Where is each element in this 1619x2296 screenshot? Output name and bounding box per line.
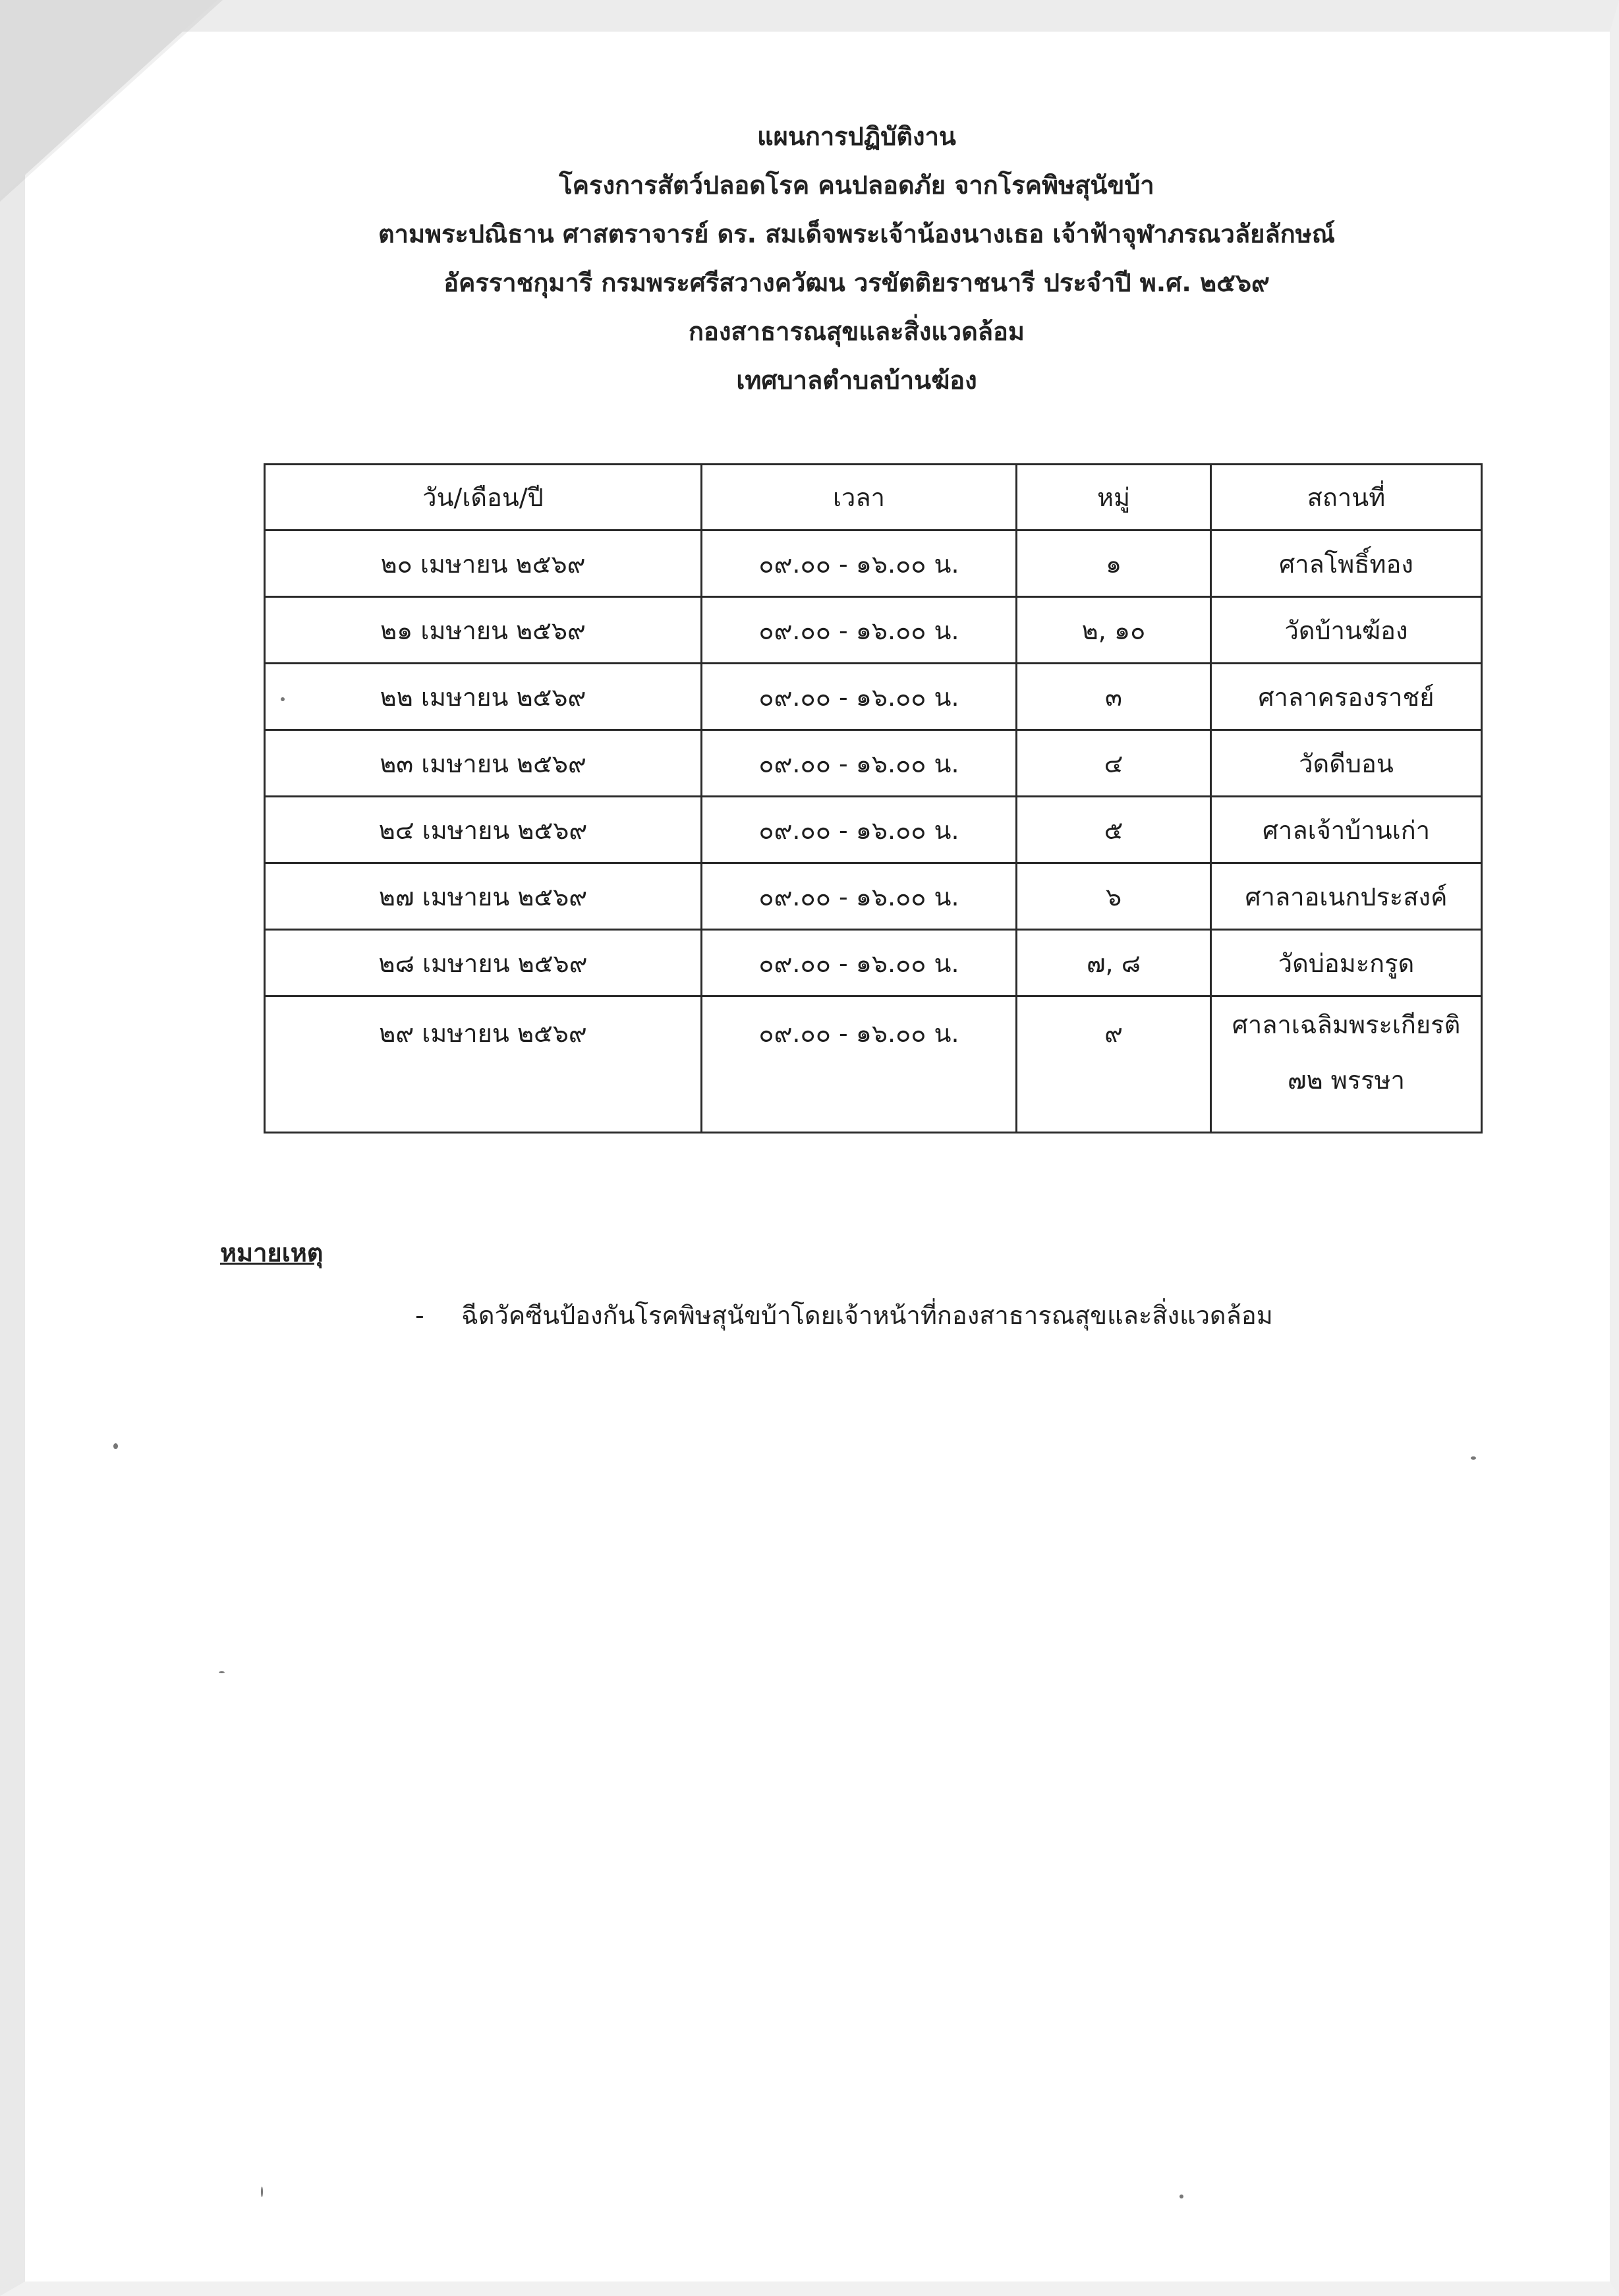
note-item <box>415 1295 1273 1335</box>
cell-village: ๗, ๘ <box>1017 930 1211 996</box>
cell-date: ๒๙ เมษายน ๒๕๖๙ <box>265 996 702 1133</box>
column-header-place: สถานที่ <box>1211 465 1482 531</box>
cell-time: ๐๙.๐๐ - ๑๖.๐๐ น. <box>702 797 1017 863</box>
cell-village: ๒, ๑๐ <box>1017 597 1211 664</box>
cell-time: ๐๙.๐๐ - ๑๖.๐๐ น. <box>702 730 1017 797</box>
header-year: อัครราชกุมารี กรมพระศรีสวางควัฒน วรขัตติยราชนารี ประจำปี พ.ศ. ๒๕๖๙ <box>443 268 1270 297</box>
cell-place: ศาลโพธิ์ทอง <box>1211 531 1482 597</box>
cell-time: ๐๙.๐๐ - ๑๖.๐๐ น. <box>702 863 1017 930</box>
header-municipality: เทศบาลตำบลบ้านฆ้อง <box>736 366 977 395</box>
schedule-table <box>264 463 1483 1134</box>
cell-time: ๐๙.๐๐ - ๑๖.๐๐ น. <box>702 664 1017 730</box>
header-project: โครงการสัตว์ปลอดโรค คนปลอดภัย จากโรคพิษสุนัขบ้า <box>559 171 1154 200</box>
cell-date: ๒๑ เมษายน ๒๕๖๙ <box>265 597 702 664</box>
scan-speck <box>281 697 285 701</box>
cell-place: ศาลาครองราชย์ <box>1211 664 1482 730</box>
cell-village: ๑ <box>1017 531 1211 597</box>
cell-village: ๕ <box>1017 797 1211 863</box>
cell-date: ๒๔ เมษายน ๒๕๖๙ <box>265 797 702 863</box>
scan-speck <box>261 2187 263 2197</box>
table-row <box>265 597 1482 664</box>
note-bullet: - <box>415 1301 424 1330</box>
table-header-row <box>265 465 1482 531</box>
cell-place: วัดดีบอน <box>1211 730 1482 797</box>
cell-place: วัดบ่อมะกรูด <box>1211 930 1482 996</box>
note-text: ฉีดวัคซีนป้องกันโรคพิษสุนัขบ้าโดยเจ้าหน้าที่กองสาธารณสุขและสิ่งแวดล้อม <box>461 1301 1273 1330</box>
scan-speck <box>1179 2195 1183 2198</box>
table-row <box>265 863 1482 930</box>
cell-place: วัดบ้านฆ้อง <box>1211 597 1482 664</box>
table-row <box>265 730 1482 797</box>
table-row <box>265 531 1482 597</box>
scan-speck <box>113 1443 118 1449</box>
cell-time: ๐๙.๐๐ - ๑๖.๐๐ น. <box>702 930 1017 996</box>
cell-date: ๒๘ เมษายน ๒๕๖๙ <box>265 930 702 996</box>
table-row <box>265 930 1482 996</box>
column-header-village: หมู่ <box>1017 465 1211 531</box>
cell-place: ศาลาอเนกประสงค์ <box>1211 863 1482 930</box>
cell-village: ๔ <box>1017 730 1211 797</box>
cell-place: ศาลาเฉลิมพระเกียรติ ๗๒ พรรษา <box>1211 996 1482 1133</box>
cell-time: ๐๙.๐๐ - ๑๖.๐๐ น. <box>702 531 1017 597</box>
cell-date: ๒๗ เมษายน ๒๕๖๙ <box>265 863 702 930</box>
header-title: แผนการปฏิบัติงาน <box>757 122 956 151</box>
cell-village: ๓ <box>1017 664 1211 730</box>
notes-heading: หมายเหตุ <box>220 1238 324 1267</box>
cell-time: ๐๙.๐๐ - ๑๖.๐๐ น. <box>702 597 1017 664</box>
scan-speck <box>1471 1456 1476 1460</box>
cell-date: ๒๐ เมษายน ๒๕๖๙ <box>265 531 702 597</box>
cell-village: ๖ <box>1017 863 1211 930</box>
header-dedication: ตามพระปณิธาน ศาสตราจารย์ ดร. สมเด็จพระเจ้าน้องนางเธอ เจ้าฟ้าจุฬาภรณวลัยลักษณ์ <box>378 219 1336 248</box>
table-row <box>265 996 1482 1133</box>
cell-date: ๒๒ เมษายน ๒๕๖๙ <box>265 664 702 730</box>
document-header <box>0 112 1619 405</box>
scan-speck <box>219 1671 225 1673</box>
cell-time: ๐๙.๐๐ - ๑๖.๐๐ น. <box>702 996 1017 1133</box>
table-row <box>265 664 1482 730</box>
cell-village: ๙ <box>1017 996 1211 1133</box>
column-header-date: วัน/เดือน/ปี <box>265 465 702 531</box>
cell-place: ศาลเจ้าบ้านเก่า <box>1211 797 1482 863</box>
cell-date: ๒๓ เมษายน ๒๕๖๙ <box>265 730 702 797</box>
header-division: กองสาธารณสุขและสิ่งแวดล้อม <box>689 317 1025 346</box>
column-header-time: เวลา <box>702 465 1017 531</box>
table-row <box>265 797 1482 863</box>
